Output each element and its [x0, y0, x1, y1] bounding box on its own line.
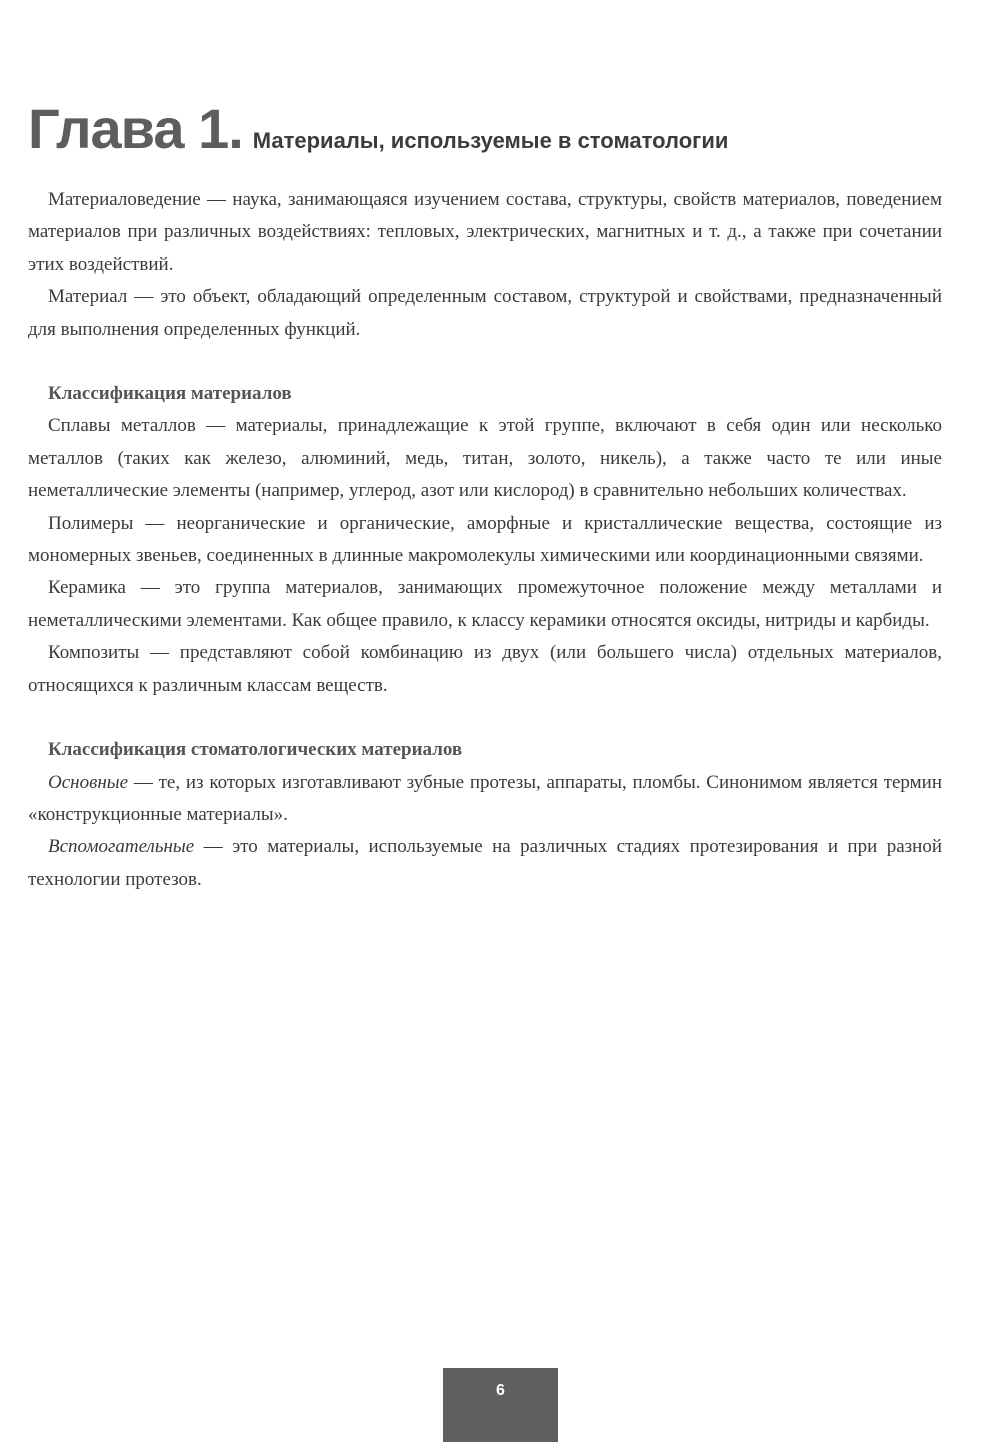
paragraph-metal-alloys: Сплавы металлов — материалы, принадлежащие к этой группе, включают в себя один или несколько металлов (таких как железо, алюминий, медь, титан, золото, никель), а также часто те или иные неметаллические элементы (например, углерод, азот или кислород) в сравнительно небольших количествах.	[28, 415, 942, 502]
section-spacer	[28, 346, 942, 378]
paragraph-composites: Композиты — представляют собой комбинацию из двух (или большего числа) отдельных материалов, относящихся к различным классам веществ.	[28, 642, 942, 696]
chapter-heading	[28, 96, 728, 161]
page-body	[28, 184, 942, 896]
chapter-title: Материалы, используемые в стоматологии	[252, 128, 729, 153]
chapter-number: Глава 1.	[28, 97, 243, 160]
definition-auxiliary: — это материалы, используемые на различных стадиях протезирования и при разной технологии протезов.	[28, 836, 942, 890]
intro-paragraph-material-definition: Материал — это объект, обладающий определенным составом, структурой и свойствами, предназначенный для выполнения определенных функций.	[28, 286, 942, 340]
intro-paragraph-materials-science: Материаловедение — наука, занимающаяся изучением состава, структуры, свойств материалов, поведением материалов при различных воздействиях: тепловых, электрических, магнитных и т. д., а также при сочетании этих воздействий.	[28, 189, 942, 275]
paragraph-main-materials	[28, 767, 942, 832]
paragraph-ceramics: Керамика — это группа материалов, занимающих промежуточное положение между металлами и неметаллическими элементами. Как общее правило, к классу керамики относятся оксиды, нитриды и карбиды.	[28, 577, 942, 631]
term-main: Основные	[48, 771, 129, 793]
paragraph-polymers: Полимеры — неорганические и органические, аморфные и кристаллические вещества, состоящие из мономерных звеньев, соединенных в длинные макромолекулы химическими или координационными связями.	[28, 512, 942, 567]
term-auxiliary: Вспомогательные	[48, 836, 195, 858]
paragraph-auxiliary-materials	[28, 831, 942, 896]
section-spacer	[28, 702, 942, 734]
section-heading-materials-classification: Классификация материалов	[48, 383, 292, 405]
page-number: 6	[496, 1382, 505, 1399]
page-number-box	[443, 1368, 558, 1442]
definition-main: — те, из которых изготавливают зубные протезы, аппараты, пломбы. Синонимом является термин «конструкционные материалы».	[28, 771, 942, 825]
section-heading-dental-classification: Классификация стоматологических материалов	[48, 739, 463, 761]
